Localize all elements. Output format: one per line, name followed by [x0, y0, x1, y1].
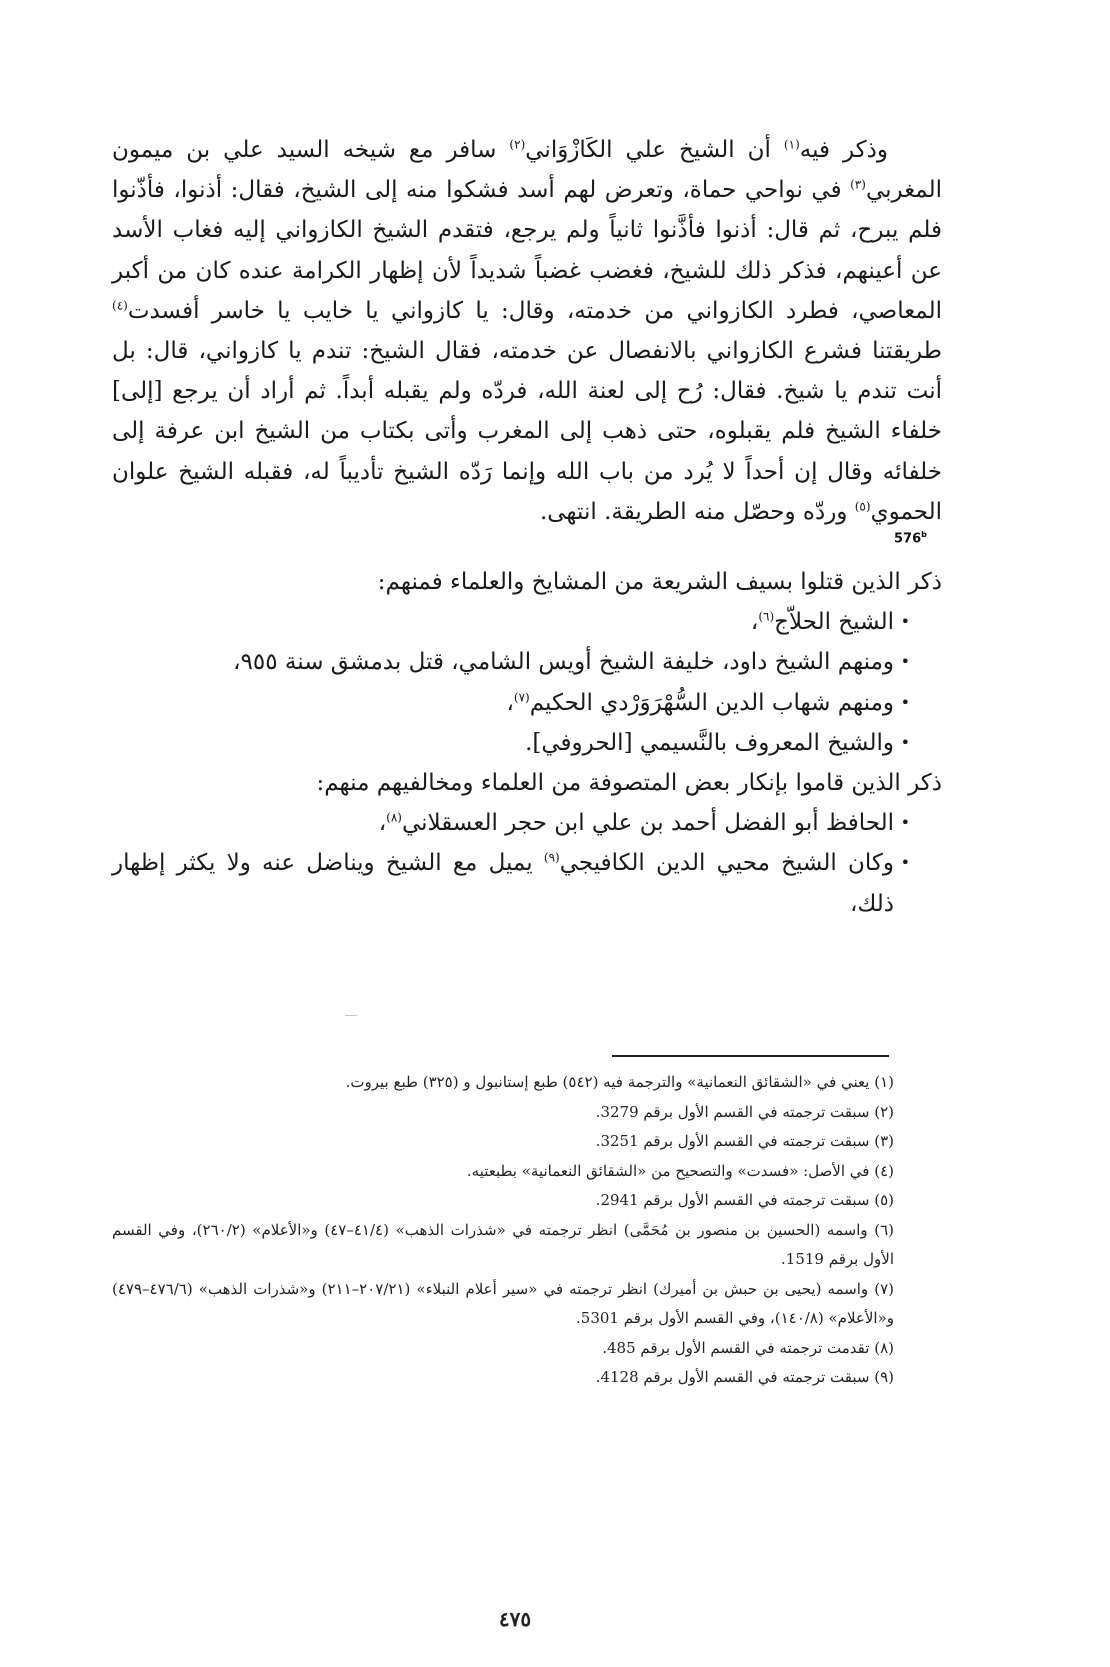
- footnote-ref-1: (١): [783, 137, 800, 152]
- section-heading: ذكر الذين قتلوا بسيف الشريعة من المشايخ والعلماء فمنهم:: [377, 569, 942, 595]
- item-text: وكان الشيخ محيي الدين الكافيجي: [559, 850, 894, 877]
- page-number: ٤٧٥: [498, 1607, 532, 1631]
- section-executed-scholars: [112, 562, 942, 763]
- list-item: [112, 602, 894, 642]
- folio-number: 576: [894, 531, 922, 547]
- folio-side: b: [921, 530, 927, 539]
- text-segment: طريقتنا فشرع الكازواني بالانفصال عن خدمته، فقال الشيخ: تندم يا كازواني، قال: بل أنت تندم يا شيخ. فقال: رُح إلى لعنة الله، فردّه ولم يقبله أبداً. ثم أراد أن يرجع [إلى] خلفاء الشيخ فلم يقبلوه، حتى ذهب إلى المغرب وأتى بكتاب من الشيخ ابن عرفة إلى خلفائه وقال إن أحداً لا يُرد من باب الله وإنما رَدّه الشيخ تأديباً له، فقبله الشيخ علوان الحموي: [112, 338, 942, 525]
- list-item: [112, 642, 894, 682]
- footnote-ref-7: (٧): [513, 689, 530, 704]
- item-tail: يميل مع الشيخ ويناضل عنه ولا يكثر إظهار ذلك،: [112, 850, 894, 917]
- text-segment: وردّه وحصّل منه الطريقة. انتهى.: [539, 498, 855, 525]
- list-item: [112, 723, 894, 763]
- list-item: [112, 843, 894, 923]
- bullet-list: [112, 803, 942, 924]
- footnote: (٢) سبقت ترجمته في القسم الأول برقم 3279.: [595, 1102, 894, 1121]
- footnotes: [112, 1068, 894, 1393]
- footnote-ref-3: (٣): [850, 177, 866, 192]
- main-text: [112, 130, 942, 532]
- footnote: (٦) واسمه (الحسين بن منصور بن مُحَمَّى) انظر ترجمته في «شذرات الذهب» (٤١/٤–٤٧) و«الأعلام» (٢٦٠/٢)، وفي القسم الأول برقم 1519.: [112, 1220, 894, 1268]
- text-segment: أن الشيخ علي الكَازْوَاني: [525, 137, 784, 163]
- item-text: ومنهم الشيخ داود، خليفة الشيخ أويس الشامي، قتل بدمشق سنة ٩٥٥،: [233, 649, 894, 676]
- footnote-ref-5: (٥): [854, 499, 871, 514]
- footnote-ref-9: (٩): [543, 850, 560, 865]
- manuscript-folio-marker: [894, 530, 927, 546]
- item-tail: ،: [378, 810, 387, 837]
- section-critics: [112, 763, 942, 924]
- list-item: [112, 683, 894, 723]
- item-tail: ،: [506, 689, 514, 716]
- stray-mark: [345, 1015, 357, 1016]
- text-segment: سافر مع شيخه السيد علي بن ميمون المغربي: [112, 137, 942, 204]
- footnote-ref-6: (٦): [758, 609, 775, 624]
- main-paragraph: [112, 130, 942, 532]
- footnote: (٥) سبقت ترجمته في القسم الأول برقم 2941.: [595, 1191, 894, 1209]
- footnote: (١) يعني في «الشقائق النعمانية» والترجمة فيه (٥٤٢) طبع إستانبول و (٣٢٥) طبع بيروت.: [345, 1073, 894, 1091]
- footnote-ref-8: (٨): [386, 810, 402, 825]
- footnote-ref-4: (٤): [112, 298, 128, 313]
- footnote: (٧) واسمه (يحيى بن حبش بن أميرك) انظر ترجمته في «سير أعلام النبلاء» (٢٠٧/٢١–٢١١) و«شذرات الذهب» (٤٧٦/٦–٤٧٩) و«الأعلام» (١٤٠/٨)، وفي القسم الأول برقم 5301.: [112, 1279, 894, 1327]
- section-heading: ذكر الذين قاموا بإنكار بعض المتصوفة من العلماء ومخالفيهم منهم:: [316, 770, 942, 796]
- footnote-ref-2: (٢): [509, 137, 526, 152]
- list-item: [112, 803, 894, 843]
- item-tail: ،: [750, 609, 759, 636]
- item-text: الحافظ أبو الفضل أحمد بن علي ابن حجر العسقلاني: [401, 810, 894, 837]
- text-segment: وذكر فيه: [799, 137, 888, 163]
- item-text: الشيخ الحلاّج: [774, 609, 894, 636]
- text-segment: في نواحي حماة، وتعرض لهم أسد فشكوا منه إلى الشيخ، فقال: أذنوا، فأذّنوا فلم يبرح، ثم قال: أذنوا فأذَّنوا ثانياً ولم يرجع، فتقدم الشيخ الكازواني إليه فغاب الأسد عن أعينهم، فذكر ذلك للشيخ، فغضب غضباً شديداً لأن إظهار الكرامة عنده كان من أكبر المعاصي، فطرد الكازواني من خدمته، وقال: يا كازواني يا خايب يا خاسر أفسدت: [112, 177, 942, 324]
- footnote: (٩) سبقت ترجمته في القسم الأول برقم 4128.: [595, 1368, 894, 1386]
- footnote: (٣) سبقت ترجمته في القسم الأول برقم 3251.: [595, 1132, 894, 1150]
- footnote-separator: [612, 1055, 889, 1057]
- bullet-list: [112, 602, 942, 763]
- footnote: (٤) في الأصل: «فسدت» والتصحيح من «الشقائق النعمانية» بطبعتيه.: [466, 1161, 894, 1180]
- item-text: ومنهم شهاب الدين السُّهْرَوَرْدي الحكيم: [529, 689, 894, 716]
- footnote: (٨) تقدمت ترجمته في القسم الأول برقم 485.: [602, 1338, 894, 1357]
- item-text: والشيخ المعروف بالنَّسيمي [الحروفي].: [525, 729, 894, 756]
